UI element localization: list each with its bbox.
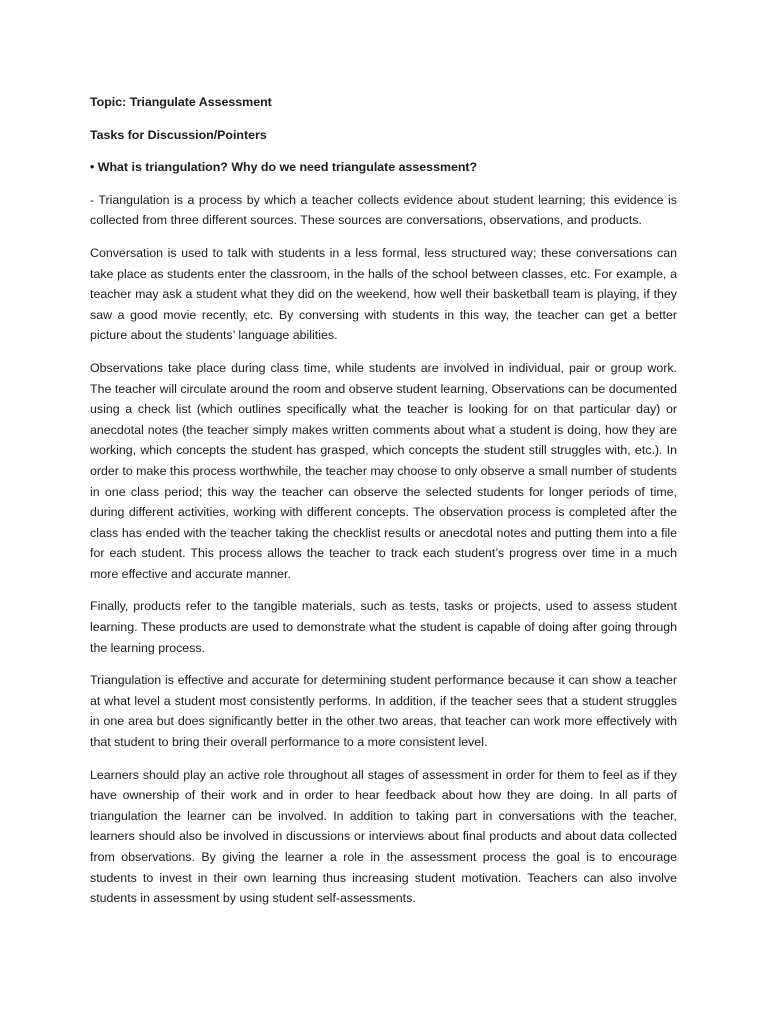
paragraph-definition: - Triangulation is a process by which a teacher collects evidence about student learning; this evidence is collected from three different sources. These sources are conversations, observations, and products. [90, 192, 677, 228]
paragraph-learner-role: Learners should play an active role throughout all stages of assessment in order for them to feel as if they have ownership of their work and in order to hear feedback about how they are doing. In all parts of triangulation the learner can be involved. In addition to taking part in conversations with the teacher, learners should also be involved in discussions or interviews about final products and about data collected from observations. By giving the learner a role in the assessment process the goal is to encourage students to invest in their own learning thus increasing student motivation. Teachers can also involve students in assessment by using student self-assessments. [90, 767, 677, 906]
paragraph-products: Finally, products refer to the tangible materials, such as tests, tasks or projects, used to assess student learning. These products are used to demonstrate what the student is capable of doing after going through the learning process. [90, 599, 677, 655]
paragraph-conversation: Conversation is used to talk with students in a less formal, less structured way; these conversations can take place as students enter the classroom, in the halls of the school between classes, etc. For example, a teacher may ask a student what they did on the weekend, how well their basketball team is playing, if they saw a good movie recently, etc. By conversing with students in this way, the teacher can get a better picture about the students’ language abilities. [90, 245, 677, 343]
paragraph-observations: Observations take place during class time, while students are involved in individual, pair or group work. The teacher will circulate around the room and observe student learning. Observations can be documented using a check list (which outlines specifically what the teacher is looking for on that particular day) or anecdotal notes (the teacher simply makes written comments about what a student is doing, how they are working, which concepts the student has grasped, which concepts the student still struggles with, etc.). In order to make this process worthwhile, the teacher may choose to only observe a small number of students in one class period; this way the teacher can observe the selected students for longer periods of time, during different activities, working with different concepts. The observation process is completed after the class has ended with the teacher taking the checklist results or anecdotal notes and putting them into a file for each student. This process allows the teacher to track each student’s progress over time in a much more effective and accurate manner. [90, 360, 677, 581]
topic-heading: Topic: Triangulate Assessment [90, 95, 272, 109]
discussion-question: • What is triangulation? Why do we need triangulate assessment? [90, 160, 478, 175]
section-subtitle: Tasks for Discussion/Pointers [90, 127, 267, 142]
document-body [90, 92, 677, 921]
paragraph-effectiveness: Triangulation is effective and accurate for determining student performance because it can show a teacher at what level a student most consistently performs. In addition, if the teacher sees that a student struggles in one area but does significantly better in the other two areas, that teacher can work more effectively with that student to bring their overall performance to a more consistent level. [90, 673, 677, 750]
